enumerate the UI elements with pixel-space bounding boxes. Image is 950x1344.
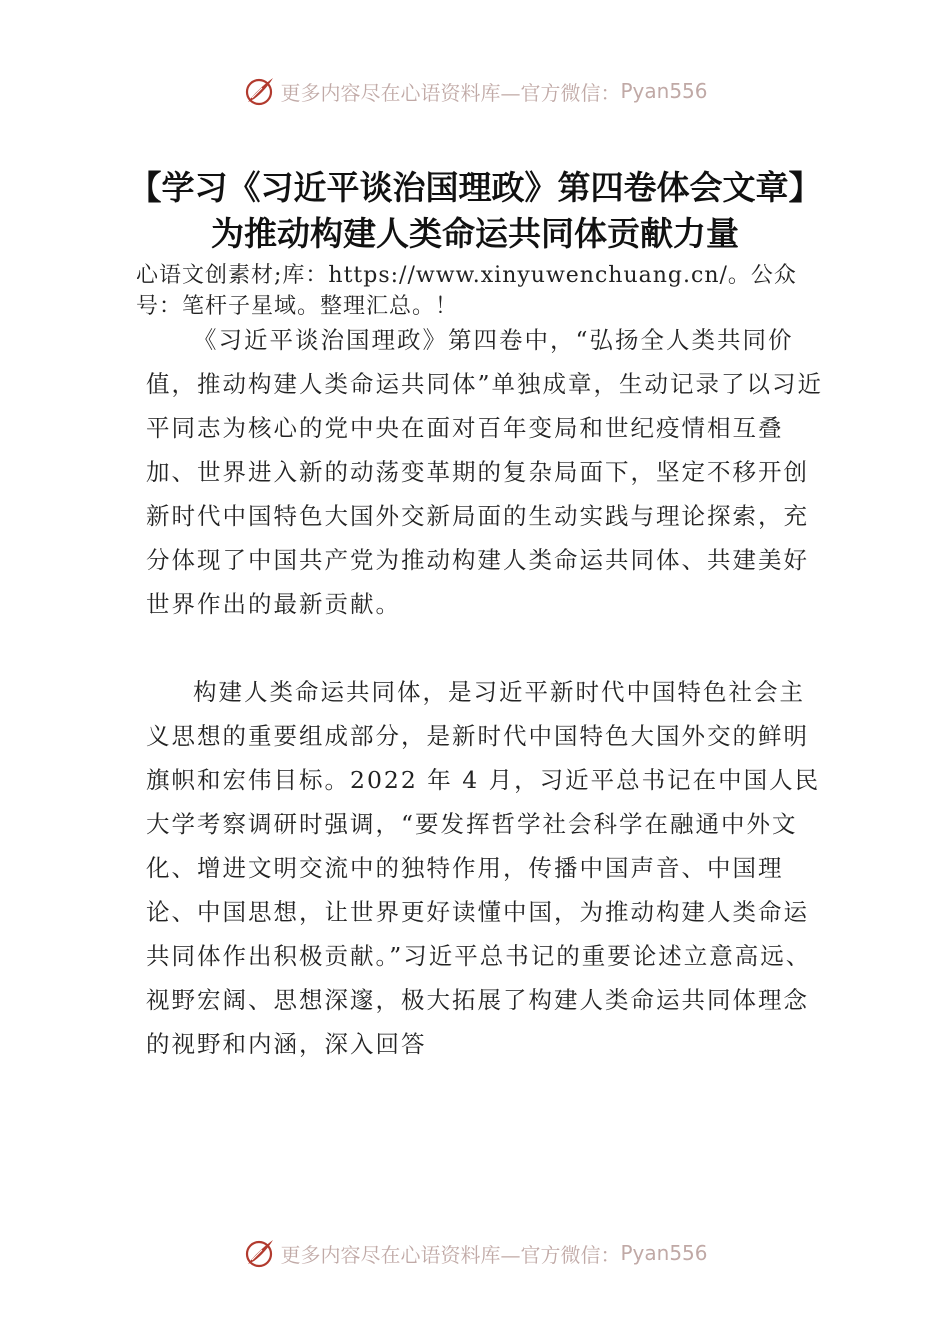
header-banner-text: 更多内容尽在心语资料库—官方微信： xyxy=(280,80,621,105)
paragraph-2: 构建人类命运共同体，是习近平新时代中国特色社会主义思想的重要组成部分，是新时代中国特色大国外交的鲜明旗帜和宏伟目标。2022 年 4 月，习近平总书记在中国人民大学考察调研时强调，“要发挥哲学社会科学在融通中外文化、增进文明交流中的独特作用，传播中国声音、中国理论、中国思想，让世界更好读懂中国，为推动构建人类命运共同体作出积极贡献。”习近平总书记的重要论述立意高远、视野宏阔、思想深邃，极大拓展了构建人类命运共同体理念的视野和内涵，深入回答 xyxy=(146,678,821,1058)
footer-banner-wechat-id: Pyan556 xyxy=(620,1241,708,1265)
header-banner xyxy=(0,74,950,108)
header-banner-wechat-id: Pyan556 xyxy=(620,79,708,103)
footer-banner xyxy=(0,1236,950,1270)
article-title: 【学习《习近平谈治国理政》第四卷体会文章】为推动构建人类命运共同体贡献力量 xyxy=(128,168,822,253)
footer-banner-text: 更多内容尽在心语资料库—官方微信： xyxy=(280,1242,621,1267)
source-line: 心语文创素材;库：https://www.xinyuwenchuang.cn/。公众号：笔杆子星域。整理汇总。！ xyxy=(136,263,797,319)
paragraph-1: 《习近平谈治国理政》第四卷中，“弘扬全人类共同价值，推动构建人类命运共同体”单独成章，生动记录了以习近平同志为核心的党中央在面对百年变局和世纪疫情相互叠加、世界进入新的动荡变革期的复杂局面下，坚定不移开创新时代中国特色大国外交新局面的生动实践与理论探索，充分体现了中国共产党为推动构建人类命运共同体、共建美好世界作出的最新贡献。 xyxy=(146,326,824,618)
quill-logo-icon xyxy=(242,1236,276,1270)
quill-logo-icon xyxy=(242,74,276,108)
